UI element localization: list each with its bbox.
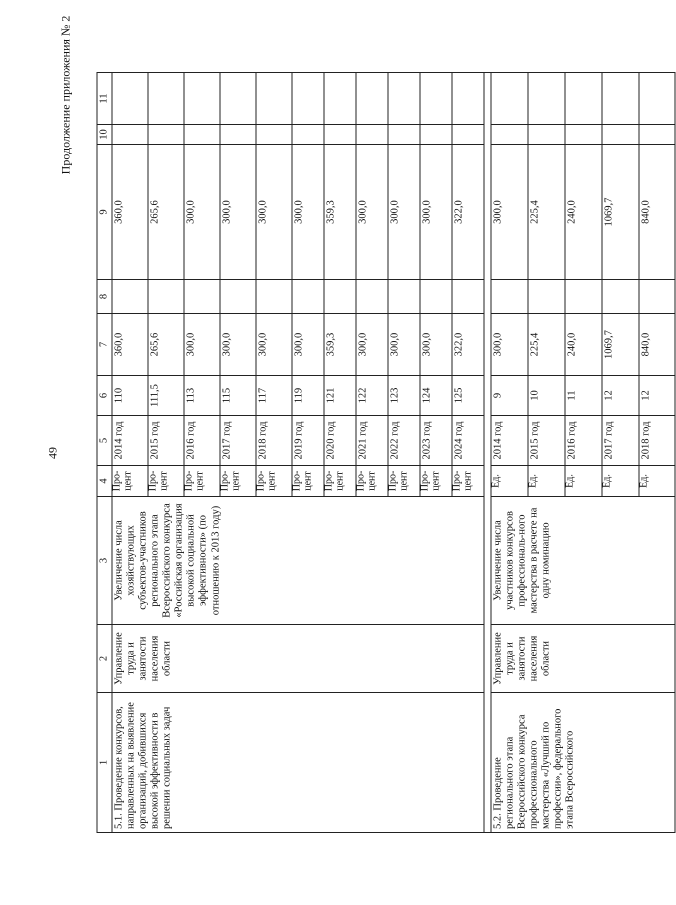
- unit-cell: Про-цент: [292, 466, 324, 497]
- unit-cell: Ед.: [491, 466, 528, 497]
- year-cell: 2018 год: [256, 416, 292, 466]
- column-header: 7: [97, 314, 112, 376]
- funding-col9-cell: 840,0: [639, 145, 675, 280]
- funding-col11-cell: [324, 73, 356, 125]
- funding-total-cell: 300,0: [356, 314, 388, 376]
- column-header: 9: [97, 145, 112, 280]
- funding-col10-cell: [220, 125, 256, 145]
- funding-col9-cell: 360,0: [112, 145, 148, 280]
- funding-col8-cell: [491, 280, 528, 314]
- funding-col9-cell: 322,0: [452, 145, 484, 280]
- unit-cell: Про-цент: [420, 466, 452, 497]
- funding-col10-cell: [388, 125, 420, 145]
- funding-total-cell: 300,0: [491, 314, 528, 376]
- year-cell: 2021 год: [356, 416, 388, 466]
- year-cell: 2020 год: [324, 416, 356, 466]
- funding-col10-cell: [602, 125, 639, 145]
- funding-total-cell: 240,0: [565, 314, 602, 376]
- unit-cell: Про-цент: [220, 466, 256, 497]
- funding-col11-cell: [528, 73, 565, 125]
- funding-col10-cell: [491, 125, 528, 145]
- target-value-cell: 10: [528, 376, 565, 416]
- funding-col11-cell: [565, 73, 602, 125]
- funding-col10-cell: [356, 125, 388, 145]
- funding-total-cell: 225,4: [528, 314, 565, 376]
- funding-col8-cell: [420, 280, 452, 314]
- column-header: 1: [97, 693, 112, 833]
- target-value-cell: 111,5: [148, 376, 184, 416]
- funding-col11-cell: [356, 73, 388, 125]
- funding-col8-cell: [148, 280, 184, 314]
- funding-total-cell: 300,0: [388, 314, 420, 376]
- funding-col10-cell: [292, 125, 324, 145]
- funding-total-cell: 300,0: [184, 314, 220, 376]
- column-header: 8: [97, 280, 112, 314]
- unit-cell: Про-цент: [112, 466, 148, 497]
- unit-cell: Про-цент: [452, 466, 484, 497]
- funding-total-cell: 300,0: [420, 314, 452, 376]
- unit-cell: Про-цент: [356, 466, 388, 497]
- funding-col9-cell: 300,0: [184, 145, 220, 280]
- column-number-row: [97, 73, 112, 833]
- unit-cell: Ед.: [565, 466, 602, 497]
- column-header: 3: [97, 497, 112, 625]
- funding-col11-cell: [256, 73, 292, 125]
- year-cell: 2024 год: [452, 416, 484, 466]
- target-value-cell: 110: [112, 376, 148, 416]
- funding-col10-cell: [112, 125, 148, 145]
- year-cell: 2016 год: [184, 416, 220, 466]
- column-header: 2: [97, 625, 112, 693]
- funding-col10-cell: [528, 125, 565, 145]
- funding-col11-cell: [452, 73, 484, 125]
- column-header: 6: [97, 376, 112, 416]
- year-cell: 2018 год: [639, 416, 675, 466]
- funding-col11-cell: [292, 73, 324, 125]
- funding-col10-cell: [184, 125, 220, 145]
- table-row: [491, 73, 528, 833]
- funding-total-cell: 840,0: [639, 314, 675, 376]
- target-value-cell: 124: [420, 376, 452, 416]
- executor-cell: Управление труда и занятости населения области: [112, 625, 484, 693]
- funding-col8-cell: [602, 280, 639, 314]
- funding-col8-cell: [184, 280, 220, 314]
- funding-col9-cell: 300,0: [292, 145, 324, 280]
- column-header: 11: [97, 73, 112, 125]
- target-value-cell: 12: [602, 376, 639, 416]
- measure-cell: 5.2. Проведение регионального этапа Всероссийского конкурса профессионального мастерства «Лучший по профессии», федерального этапа Всероссийского: [491, 693, 675, 833]
- year-cell: 2015 год: [528, 416, 565, 466]
- funding-col9-cell: 300,0: [356, 145, 388, 280]
- column-header: 5: [97, 416, 112, 466]
- funding-col9-cell: 1069,7: [602, 145, 639, 280]
- group-separator: [484, 73, 491, 833]
- funding-col11-cell: [148, 73, 184, 125]
- funding-col10-cell: [324, 125, 356, 145]
- funding-col10-cell: [420, 125, 452, 145]
- unit-cell: Ед.: [528, 466, 565, 497]
- unit-cell: Ед.: [602, 466, 639, 497]
- target-value-cell: 117: [256, 376, 292, 416]
- funding-col9-cell: 300,0: [220, 145, 256, 280]
- funding-col11-cell: [639, 73, 675, 125]
- funding-col8-cell: [112, 280, 148, 314]
- page-number: 49: [45, 447, 60, 459]
- funding-total-cell: 359,3: [324, 314, 356, 376]
- target-value-cell: 119: [292, 376, 324, 416]
- funding-col9-cell: 300,0: [420, 145, 452, 280]
- funding-col8-cell: [528, 280, 565, 314]
- funding-total-cell: 300,0: [256, 314, 292, 376]
- funding-col10-cell: [565, 125, 602, 145]
- funding-col9-cell: 359,3: [324, 145, 356, 280]
- indicator-cell: Увеличение числа хозяйствующих субъектов-участников регионального этапа Всероссийского конкурса «Российская организация высокой социальной эффективности» (по отношению к 2013 году): [112, 497, 484, 625]
- funding-total-cell: 300,0: [292, 314, 324, 376]
- funding-col9-cell: 225,4: [528, 145, 565, 280]
- year-cell: 2014 год: [112, 416, 148, 466]
- funding-total-cell: 300,0: [220, 314, 256, 376]
- funding-col9-cell: 265,6: [148, 145, 184, 280]
- funding-col8-cell: [388, 280, 420, 314]
- column-header: 4: [97, 466, 112, 497]
- funding-col11-cell: [220, 73, 256, 125]
- indicator-cell: Увеличение числа участников конкурсов профессиональ-ного мастерства в расчете на одну номинацию: [491, 497, 675, 625]
- funding-total-cell: 322,0: [452, 314, 484, 376]
- table-row: [112, 73, 148, 833]
- unit-cell: Ед.: [639, 466, 675, 497]
- measure-cell: 5.1. Проведение конкурсов, направленных на выявление организаций, добившихся высокой эффективности в решении социальных задач: [112, 693, 484, 833]
- funding-col11-cell: [388, 73, 420, 125]
- funding-col10-cell: [256, 125, 292, 145]
- funding-col9-cell: 300,0: [256, 145, 292, 280]
- target-value-cell: 12: [639, 376, 675, 416]
- funding-col8-cell: [256, 280, 292, 314]
- funding-col10-cell: [639, 125, 675, 145]
- target-value-cell: 123: [388, 376, 420, 416]
- year-cell: 2017 год: [602, 416, 639, 466]
- funding-col9-cell: 300,0: [388, 145, 420, 280]
- funding-col11-cell: [184, 73, 220, 125]
- funding-col11-cell: [491, 73, 528, 125]
- funding-col8-cell: [639, 280, 675, 314]
- target-value-cell: 125: [452, 376, 484, 416]
- column-header: 10: [97, 125, 112, 145]
- year-cell: 2023 год: [420, 416, 452, 466]
- year-cell: 2017 год: [220, 416, 256, 466]
- funding-col8-cell: [324, 280, 356, 314]
- target-value-cell: 122: [356, 376, 388, 416]
- year-cell: 2022 год: [388, 416, 420, 466]
- funding-total-cell: 1069,7: [602, 314, 639, 376]
- rotated-table-container: [97, 73, 652, 833]
- funding-col10-cell: [452, 125, 484, 145]
- year-cell: 2019 год: [292, 416, 324, 466]
- funding-col11-cell: [420, 73, 452, 125]
- funding-total-cell: 360,0: [112, 314, 148, 376]
- funding-col9-cell: 240,0: [565, 145, 602, 280]
- executor-cell: Управление труда и занятости населения области: [491, 625, 675, 693]
- year-cell: 2014 год: [491, 416, 528, 466]
- funding-col8-cell: [565, 280, 602, 314]
- unit-cell: Про-цент: [388, 466, 420, 497]
- group-separator-row: [484, 73, 491, 833]
- target-value-cell: 9: [491, 376, 528, 416]
- target-value-cell: 11: [565, 376, 602, 416]
- target-value-cell: 115: [220, 376, 256, 416]
- year-cell: 2016 год: [565, 416, 602, 466]
- year-cell: 2015 год: [148, 416, 184, 466]
- annex-continuation-note: Продолжение приложения № 2: [58, 15, 73, 175]
- unit-cell: Про-цент: [324, 466, 356, 497]
- funding-col8-cell: [220, 280, 256, 314]
- unit-cell: Про-цент: [184, 466, 220, 497]
- target-value-cell: 113: [184, 376, 220, 416]
- unit-cell: Про-цент: [148, 466, 184, 497]
- funding-col11-cell: [112, 73, 148, 125]
- unit-cell: Про-цент: [256, 466, 292, 497]
- funding-total-cell: 265,6: [148, 314, 184, 376]
- funding-col11-cell: [602, 73, 639, 125]
- funding-col10-cell: [148, 125, 184, 145]
- funding-col8-cell: [452, 280, 484, 314]
- funding-col8-cell: [356, 280, 388, 314]
- funding-col9-cell: 300,0: [491, 145, 528, 280]
- target-value-cell: 121: [324, 376, 356, 416]
- funding-col8-cell: [292, 280, 324, 314]
- measures-table: [97, 72, 676, 833]
